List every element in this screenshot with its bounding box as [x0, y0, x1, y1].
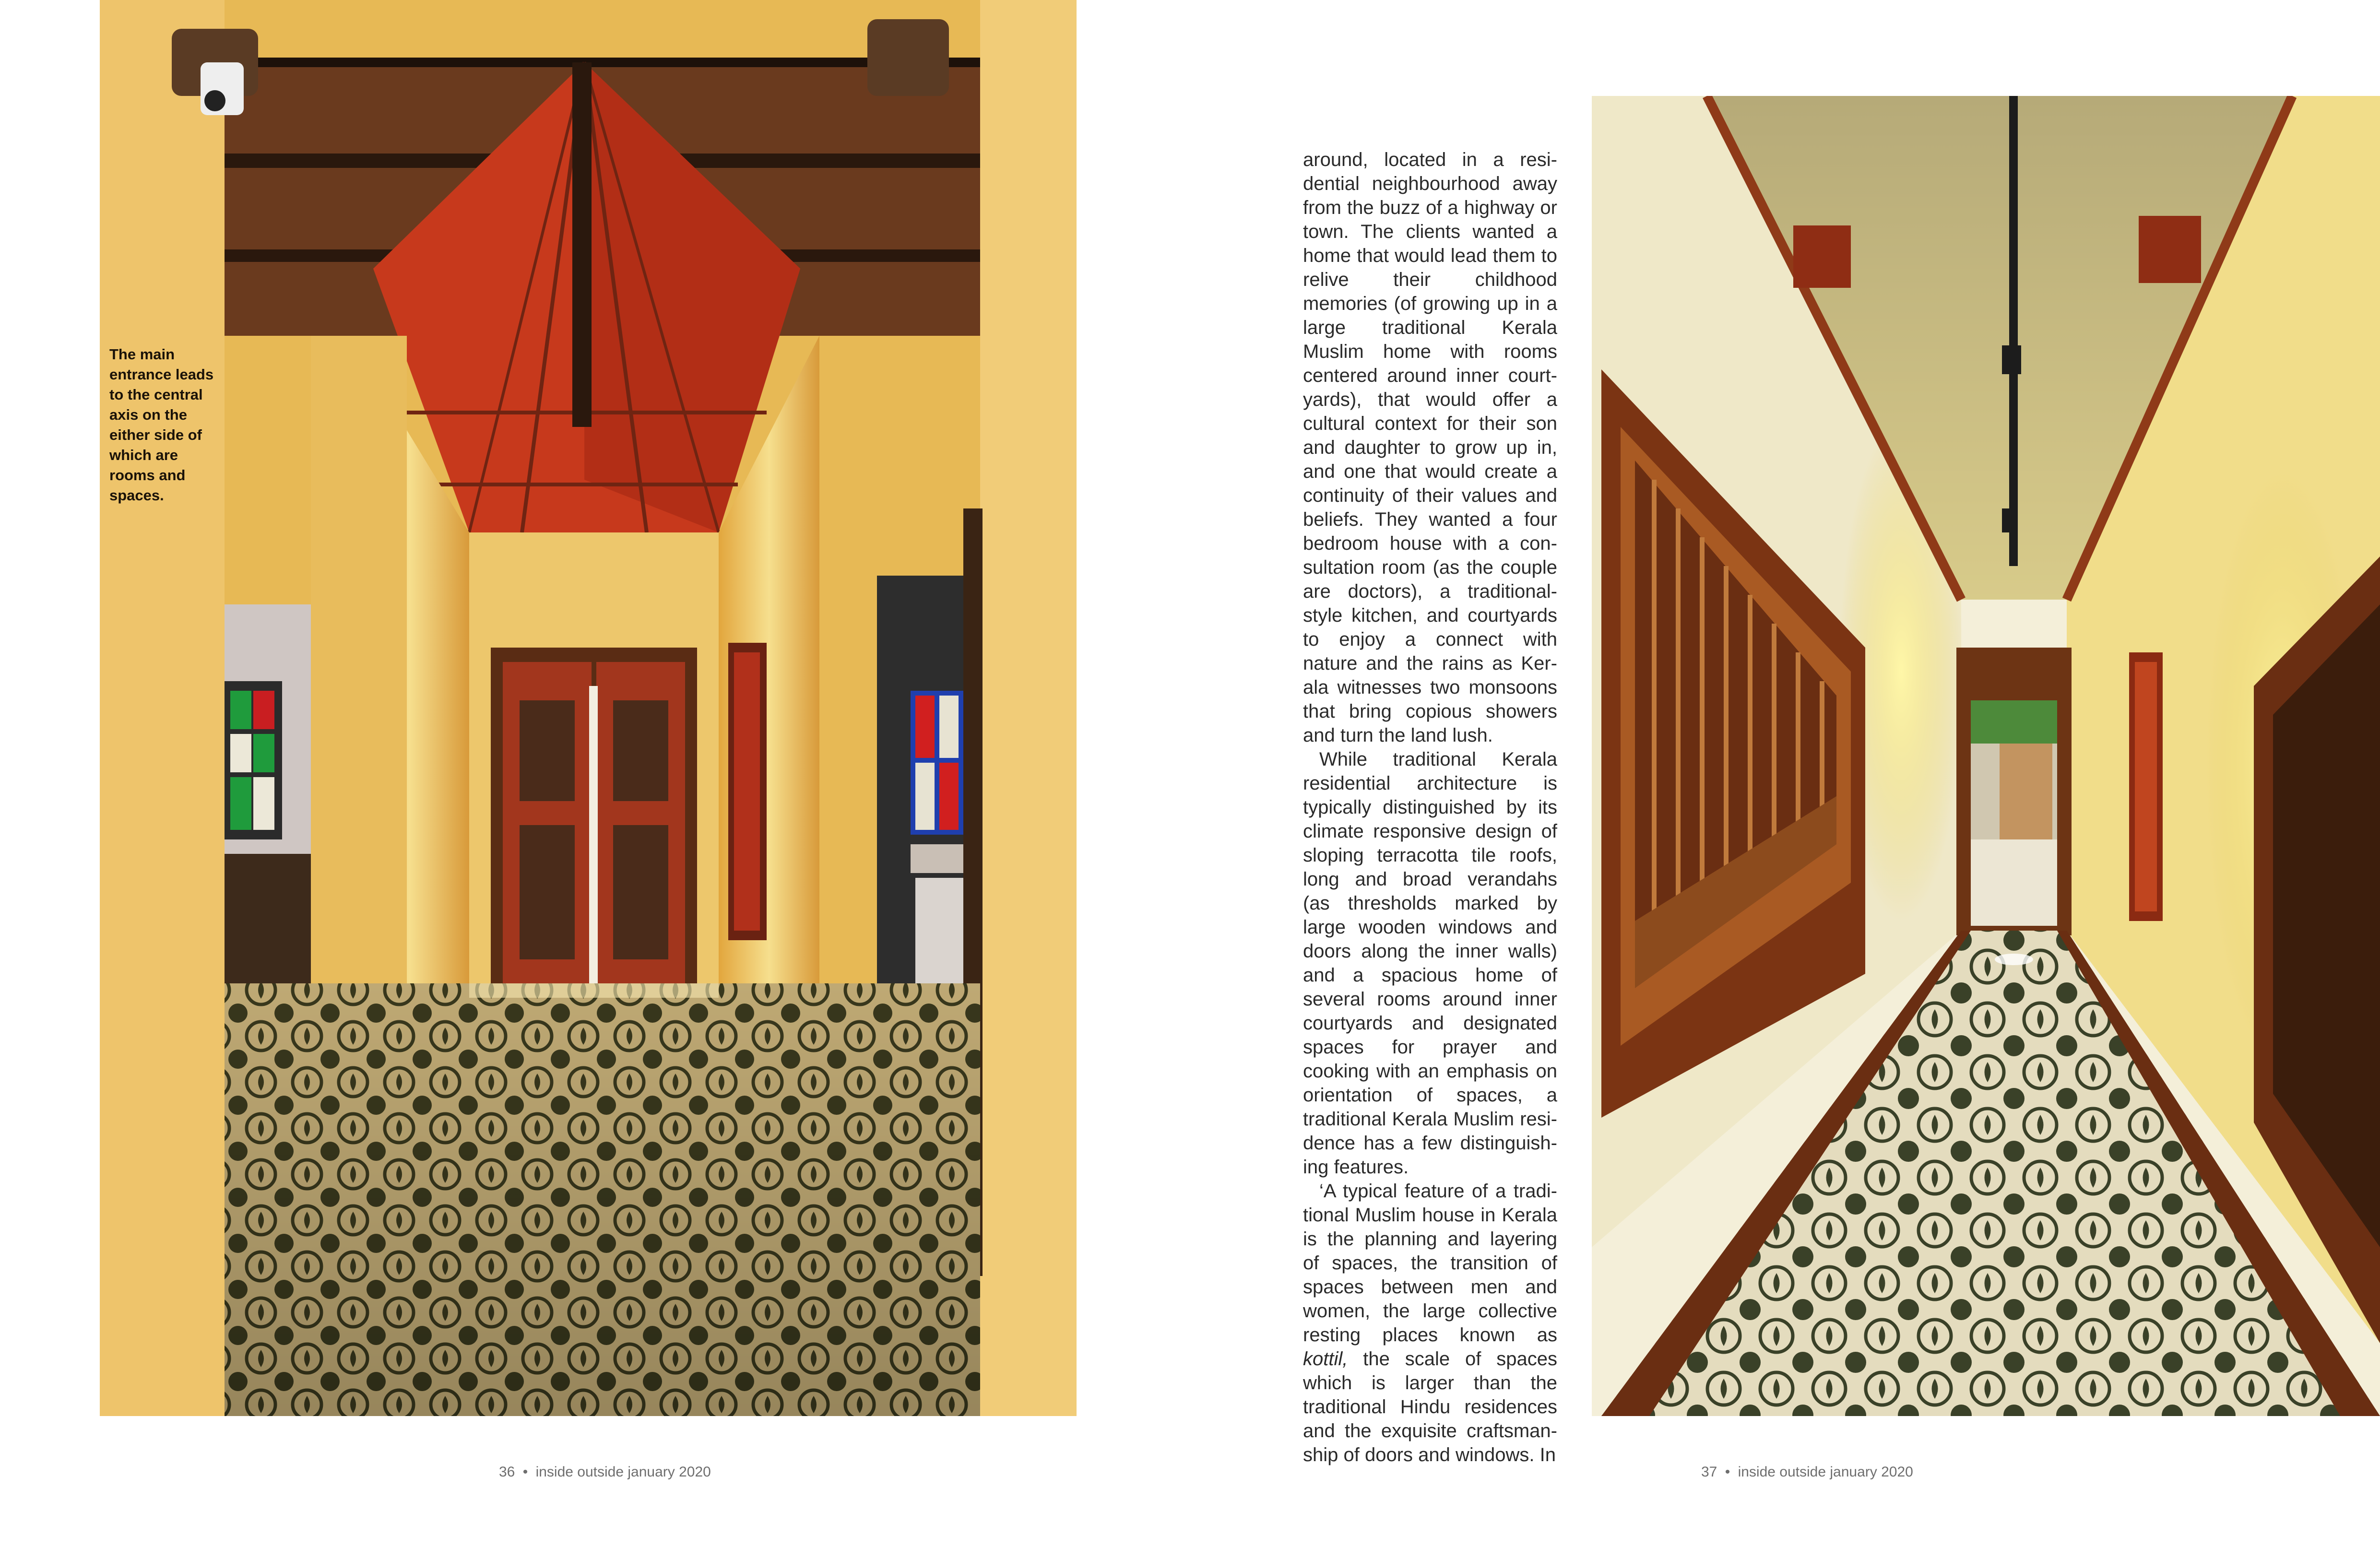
- page-number: 36: [499, 1464, 515, 1480]
- folio-separator: •: [1725, 1464, 1730, 1480]
- hallway-photo: [1592, 96, 2380, 1416]
- page-number: 37: [1701, 1464, 1717, 1480]
- page-footer-right: [1701, 1464, 1913, 1480]
- publication-name: inside outside january 2020: [535, 1464, 711, 1480]
- article-paragraph: [1303, 1179, 1557, 1467]
- article-paragraph: While traditional Kerala residential architecture is typically distinguished by its climate responsive design of sloping terracotta tile roofs, long and broad verandahs (as thresholds marked by large wooden windows and doors along the inner walls) and a spacious home of several rooms around inner courtyards and designated spaces for prayer and cooking with an emphasis on orientation of spaces, a traditional Kerala Muslim residence has a few distinguishing features.: [1303, 749, 1557, 1178]
- paragraph-text: the scale of spaces which is larger than the traditional Hindu residences and the exquisite craftsmanship of doors and windows. In: [1303, 1348, 1557, 1465]
- article-paragraph: around, located in a residential neighbourhood away from the buzz of a highway or town. The clients wanted a home that would lead them to relive their childhood memories (of growing up in a large traditional Kerala Muslim home with rooms centered around inner courtyards), that would offer a cultural context for their son and daughter to grow up in, and one that would create a continuity of their values and beliefs. They wanted a four bedroom house with a consultation room (as the couple are doctors), a traditional-style kitchen, and courtyards to enjoy a connect with nature and the rains as Kerala witnesses two monsoons that bring copious showers and turn the land lush.: [1303, 149, 1557, 746]
- folio-separator: •: [522, 1464, 528, 1480]
- publication-name: inside outside january 2020: [1738, 1464, 1913, 1480]
- italic-term: kottil,: [1303, 1348, 1348, 1370]
- paragraph-text: ‘A typical feature of a traditional Muslim house in Kerala is the planning and layering of spaces, the transition of spaces between men and women, the large collective resting places known as: [1303, 1181, 1557, 1346]
- article-body: [1303, 148, 1557, 1467]
- photo-caption: The main entrance leads to the central axis on the either side of which are rooms and spaces.: [109, 346, 214, 504]
- entrance-corridor-photo: [100, 0, 1077, 1416]
- page-footer-left: [499, 1464, 711, 1480]
